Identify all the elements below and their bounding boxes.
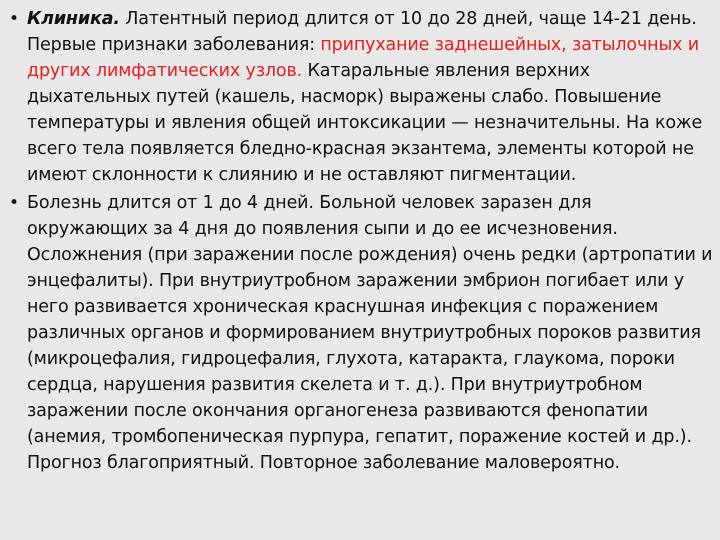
bullet-marker: • <box>9 193 19 213</box>
lymph-nodes-highlight: припухание заднешейных, затылочных и других лимфатических узлов. <box>27 35 699 81</box>
clinic-text-intro: Латентный период длится от 10 до 28 дней, чаще 14-21 день. Первые признаки заболевания: <box>27 9 697 55</box>
bullet-item-course <box>9 190 714 476</box>
bullet-list <box>9 6 714 478</box>
course-text: Болезнь длится от 1 до 4 дней. Больной человек заразен для окружающих за 4 дня до появления сыпи и до ее исчезновения. Осложнения (при заражении после рождения) очень редки (артропатии и энцефалиты). При внутриутробном заражении эмбрион погибает или у него развивается хроническая краснушная инфекция с поражением различных органов и формированием внутриутробных пороков развития (микроцефалия, гидроцефалия, глухота, катаракта, глаукома, пороки сердца, нарушения развития скелета и т. д.). При внутриутробном заражении после окончания органогенеза развиваются фенопатии (анемия, тромбопеническая пурпура, гепатит, поражение костей и др.). Прогноз благоприятный. Повторное заболевание маловероятно. <box>27 193 713 473</box>
clinic-text-rest: Катаральные явления верхних дыхательных путей (кашель, насморк) выражены слабо. Повышение температуры и явления общей интоксикации — незначительны. На коже всего тела появляется бледно-красная экзантема, элементы которой не имеют склонности к слиянию и не оставляют пигментации. <box>27 61 703 185</box>
clinic-heading: Клиника. <box>27 9 120 29</box>
bullet-item-clinic <box>9 6 714 188</box>
bullet-marker: • <box>9 9 19 29</box>
